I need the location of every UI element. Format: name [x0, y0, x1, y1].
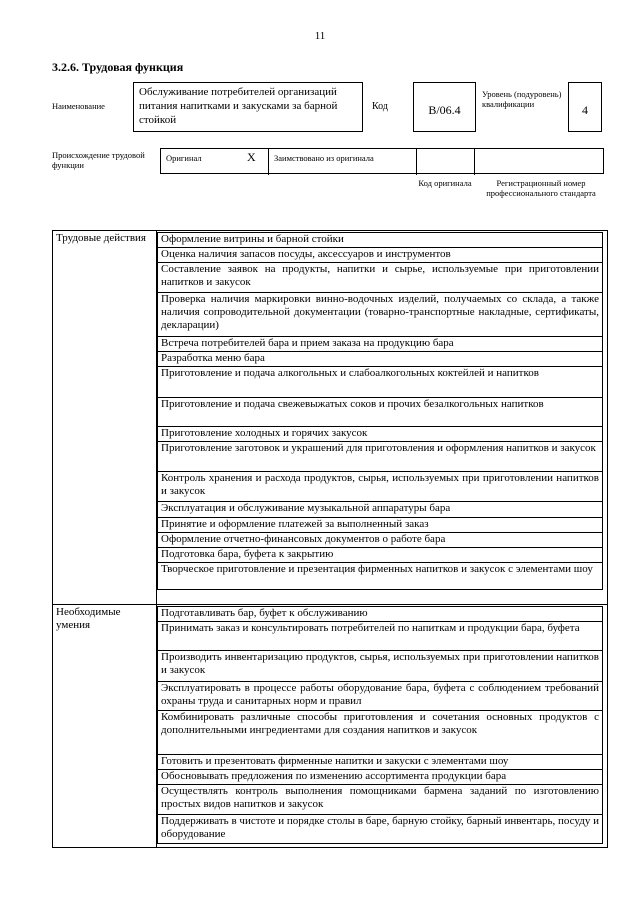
function-name-box — [133, 82, 363, 132]
skill-item: Принимать заказ и консультировать потребителей по напиткам и продукции бара, буфета — [157, 621, 603, 651]
code-value: B/06.4 — [428, 103, 461, 117]
borrowed-label: Заимствовано из оригинала — [274, 153, 374, 163]
skill-item: Готовить и презентовать фирменные напитки и закуски с элементами шоу — [157, 754, 603, 770]
original-cell — [161, 149, 269, 175]
borrowed-cell — [269, 149, 417, 175]
labor-action-item: Приготовление заготовок и украшений для приготовления и оформления напитков и закусок — [157, 441, 603, 472]
labor-action-item: Разработка меню бара — [157, 351, 603, 367]
page-number: 11 — [314, 30, 326, 42]
labor-action-item: Встреча потребителей бара и прием заказа на продукцию бара — [157, 336, 603, 352]
labor-action-item: Проверка наличия маркировки винно-водочных изделий, получаемых со склада, а также наличия сопроводительной документации (товарно-транспортные накладные, сертификаты, декларации) — [157, 292, 603, 337]
reg-number-caption: Регистрационный номер профессионального стандарта — [486, 178, 596, 198]
labor-action-item: Творческое приготовление и презентация фирменных напитков и закусок с элементами шоу — [157, 562, 603, 590]
labor-action-item: Приготовление и подача алкогольных и слабоалкогольных коктейлей и напитков — [157, 366, 603, 398]
function-name-value: Обслуживание потребителей организаций питания напитками и закусками за барной стойкой — [139, 86, 338, 126]
name-label: Наименование — [52, 101, 105, 111]
section-title: 3.2.6. Трудовая функция — [52, 60, 184, 74]
labor-action-item: Приготовление и подача свежевыжатых соков и прочих безалкогольных напитков — [157, 397, 603, 427]
labor-action-item: Составление заявок на продукты, напитки и сырье, используемые при приготовлении напитков и закусок — [157, 262, 603, 293]
function-table — [52, 230, 608, 848]
original-mark: X — [247, 150, 256, 164]
labor-action-item: Оценка наличия запасов посуды, аксессуаров и инструментов — [157, 247, 603, 263]
skill-item: Производить инвентаризацию продуктов, сырья, используемых при приготовлении напитков и закусок — [157, 650, 603, 682]
level-label: Уровень (подуровень) квалификации — [482, 89, 562, 109]
labor-action-item: Подготовка бара, буфета к закрытию — [157, 547, 603, 563]
labor-action-item: Оформление отчетно-финансовых документов о работе бара — [157, 532, 603, 548]
labor-action-item: Приготовление холодных и горячих закусок — [157, 426, 603, 442]
reg-number-cell — [475, 149, 603, 175]
original-label: Оригинал — [166, 153, 202, 163]
labor-action-item: Оформление витрины и барной стойки — [157, 232, 603, 248]
original-code-cell — [417, 149, 475, 175]
origin-table — [160, 148, 604, 174]
code-original-caption: Код оригинала — [418, 178, 472, 188]
skill-item: Подготавливать бар, буфет к обслуживанию — [157, 606, 603, 622]
skill-item: Поддерживать в чистоте и порядке столы в баре, барную стойку, барный инвентарь, посуду и оборудование — [157, 814, 603, 844]
skill-item: Комбинировать различные способы приготовления и сочетания основных продуктов с дополнительными ингредиентами для создания напитков и закусок — [157, 710, 603, 755]
skill-item: Осуществлять контроль выполнения помощниками бармена заданий по изготовлению простых видов напитков и закусок — [157, 784, 603, 815]
code-box — [413, 82, 476, 132]
level-value: 4 — [582, 103, 588, 117]
skills-label: Необходимые умения — [53, 605, 157, 847]
origin-label: Происхождение трудовой функции — [52, 150, 145, 170]
skill-item: Эксплуатировать в процессе работы оборудование бара, буфета с соблюдением требований охраны труда и санитарных норм и правил — [157, 681, 603, 711]
code-label: Код — [372, 101, 388, 112]
labor-actions-label: Трудовые действия — [53, 231, 157, 605]
labor-action-item: Принятие и оформление платежей за выполненный заказ — [157, 517, 603, 533]
labor-action-item: Эксплуатация и обслуживание музыкальной аппаратуры бара — [157, 501, 603, 518]
level-box — [568, 82, 602, 132]
skill-item: Обосновывать предложения по изменению ассортимента продукции бара — [157, 769, 603, 785]
labor-action-item: Контроль хранения и расхода продуктов, сырья, используемых при приготовлении напитков и закусок — [157, 471, 603, 502]
